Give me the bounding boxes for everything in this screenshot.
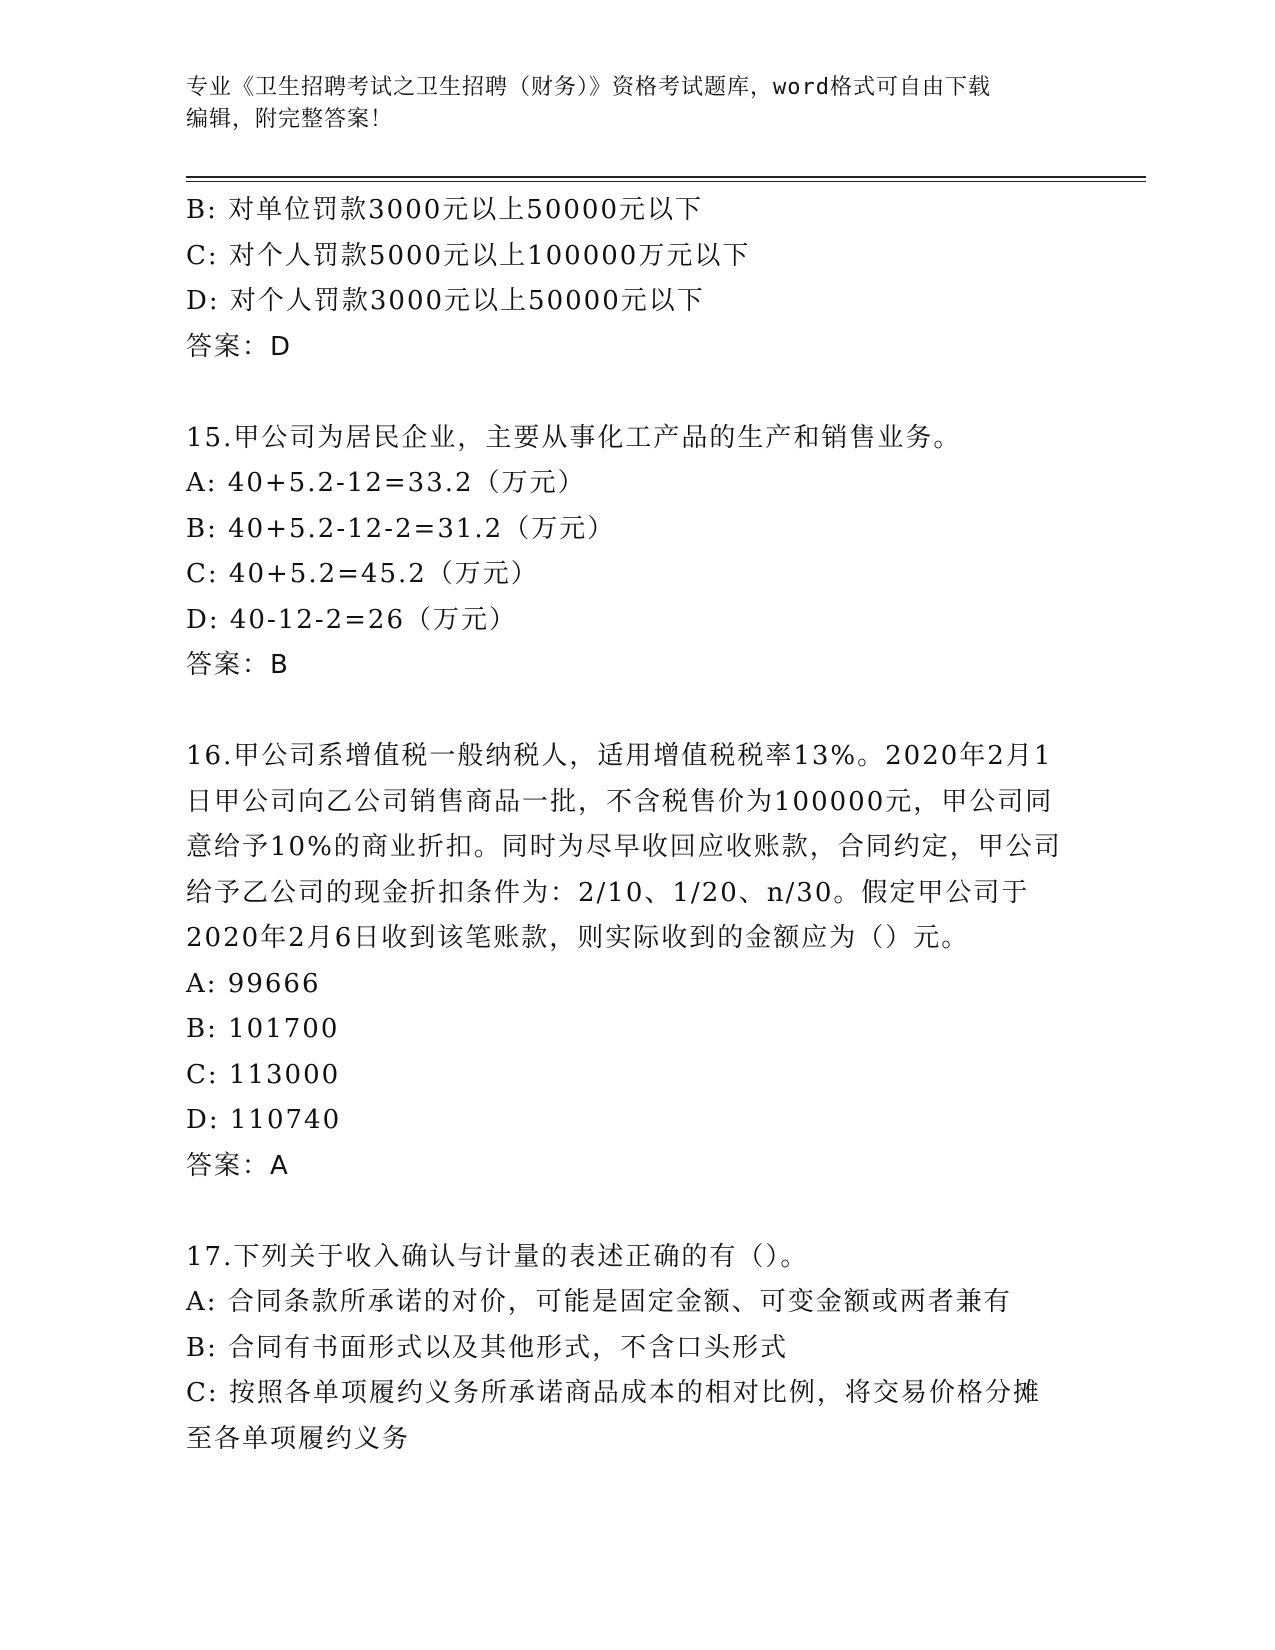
q16-question-line-4: 给予乙公司的现金折扣条件为：2/10、1/20、n/30。假定甲公司于	[186, 877, 1030, 908]
header-line-2: 编辑，附完整答案！	[186, 107, 394, 132]
q15-question: 15.甲公司为居民企业，主要从事化工产品的生产和销售业务。	[186, 422, 962, 453]
question-14-block	[186, 188, 1086, 370]
q16-question-line-3: 意给予10%的商业折扣。同时为尽早收回应收账款，合同约定，甲公司	[186, 832, 1062, 862]
header-divider-thin	[186, 181, 1146, 182]
spacer	[186, 689, 1086, 735]
question-16-block	[186, 734, 1086, 1189]
document-body	[186, 188, 1086, 1462]
q15-option-d: D: 40-12-2=26（万元）	[186, 604, 518, 635]
question-15-block	[186, 416, 1086, 689]
q16-question-line-1: 16.甲公司系增值税一般纳税人，适用增值税税率13%。2020年2月1	[186, 741, 1053, 771]
q14-answer: 答案：D	[186, 331, 293, 362]
q14-option-b: B: 对单位罚款3000元以上50000元以下	[186, 195, 704, 225]
q17-question: 17.下列关于收入确认与计量的表述正确的有（）。	[186, 1241, 809, 1272]
q16-answer: 答案：A	[186, 1150, 290, 1181]
q16-option-b: B: 101700	[186, 1014, 340, 1044]
q15-option-a: A: 40+5.2-12=33.2（万元）	[186, 468, 586, 498]
q16-question-line-2: 日甲公司向乙公司销售商品一批，不含税售价为100000元，甲公司同	[186, 786, 1054, 817]
q16-option-a: A: 99666	[186, 968, 321, 999]
q15-answer: 答案：B	[186, 650, 290, 680]
q17-option-a: A: 合同条款所承诺的对价，可能是固定金额、可变金额或两者兼有	[186, 1287, 1012, 1317]
q17-option-b: B: 合同有书面形式以及其他形式，不含口头形式	[186, 1332, 789, 1363]
q16-option-d: D: 110740	[186, 1105, 342, 1135]
page-header	[186, 72, 1086, 136]
spacer	[186, 1189, 1086, 1235]
q14-option-c: C: 对个人罚款5000元以上100000万元以下	[186, 240, 751, 271]
q15-option-b: B: 40+5.2-12-2=31.2（万元）	[186, 513, 616, 544]
q17-option-c-line-2: 至各单项履约义务	[186, 1423, 411, 1454]
spacer	[186, 370, 1086, 416]
question-17-block	[186, 1235, 1086, 1463]
q16-option-c: C: 113000	[186, 1059, 341, 1090]
q14-option-d: D: 对个人罚款3000元以上50000元以下	[186, 286, 705, 316]
header-line-1: 专业《卫生招聘考试之卫生招聘（财务）》资格考试题库，word格式可自由下载	[186, 75, 991, 100]
header-divider-thick	[186, 176, 1146, 178]
q15-option-c: C: 40+5.2=45.2（万元）	[186, 559, 539, 589]
q16-question-line-5: 2020年2月6日收到该笔账款，则实际收到的金额应为（）元。	[186, 923, 970, 953]
q17-option-c-line-1: C: 按照各单项履约义务所承诺商品成本的相对比例，将交易价格分摊	[186, 1378, 1041, 1408]
